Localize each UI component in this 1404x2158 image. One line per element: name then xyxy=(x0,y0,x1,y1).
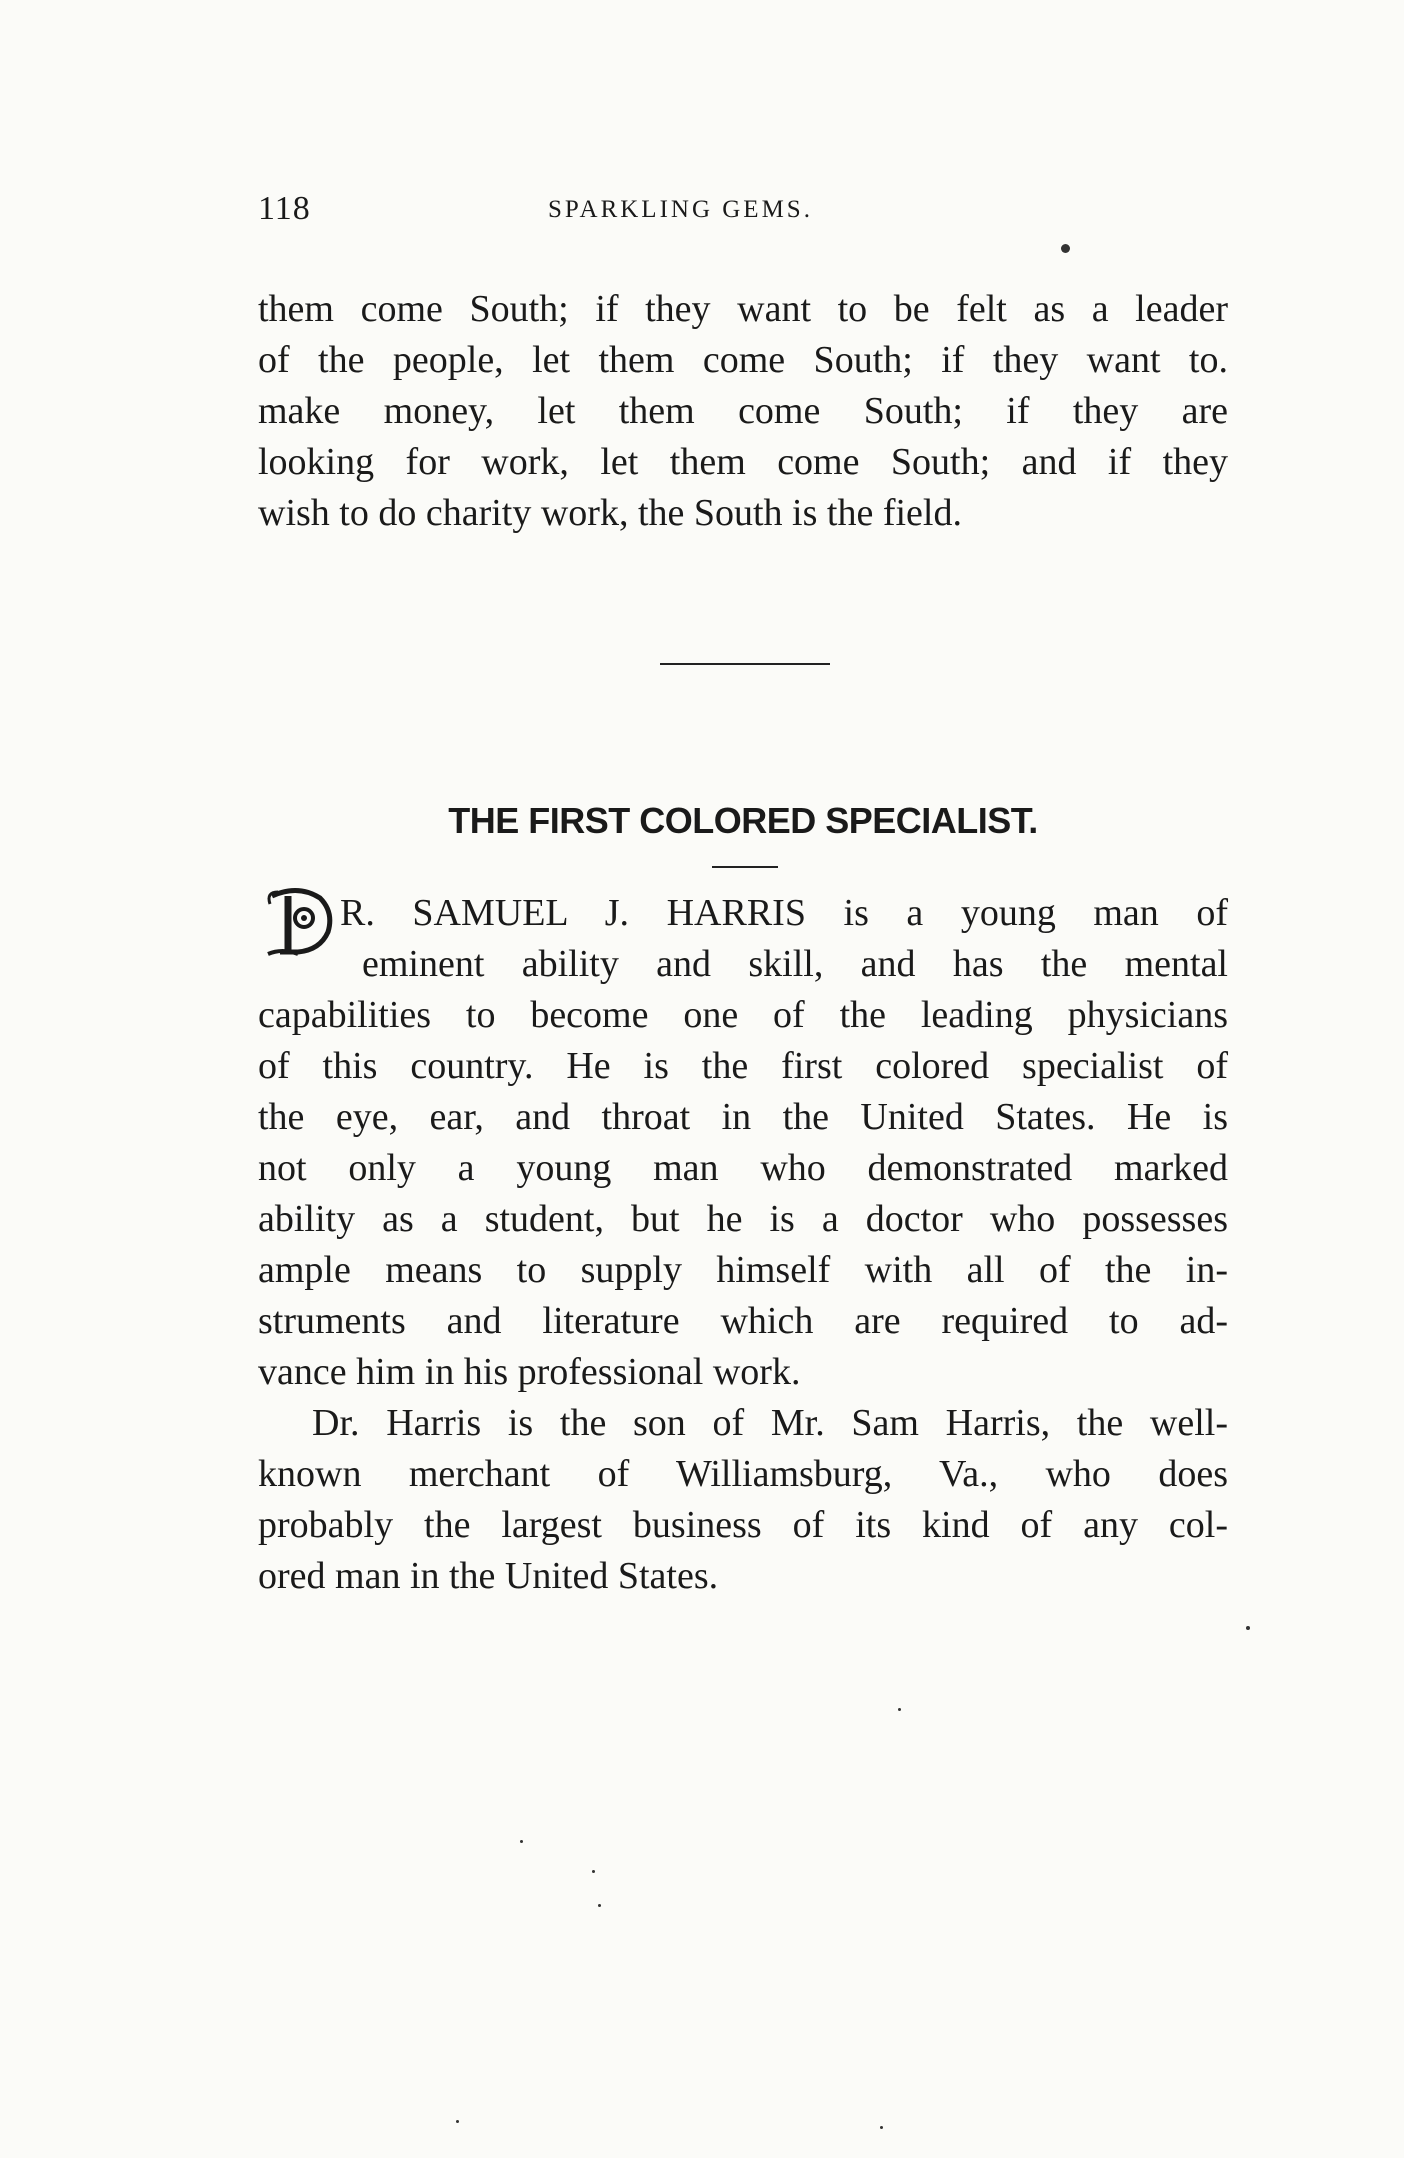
text-line: R. SAMUEL J. HARRIS is a young man of xyxy=(340,892,1228,934)
text-line: the eye, ear, and throat in the United States. He is xyxy=(258,1096,1228,1138)
text-line: vance him in his professional work. xyxy=(258,1351,801,1393)
text-line: struments and literature which are required to ad- xyxy=(258,1300,1228,1342)
text-line: looking for work, let them come South; and if they xyxy=(258,441,1228,483)
section-divider xyxy=(660,663,830,665)
page-header xyxy=(258,190,1228,240)
ink-speck xyxy=(1246,1626,1250,1630)
ink-speck xyxy=(520,1840,523,1843)
text-line: of this country. He is the first colored specialist of xyxy=(258,1045,1228,1087)
text-line: ability as a student, but he is a doctor who possesses xyxy=(258,1198,1228,1240)
text-line: make money, let them come South; if they are xyxy=(258,390,1228,432)
drop-cap-ornament xyxy=(258,882,336,960)
ink-speck xyxy=(880,2126,883,2129)
running-head: SPARKLING GEMS. xyxy=(548,196,813,223)
text-line: ored man in the United States. xyxy=(258,1555,719,1597)
text-line: eminent ability and skill, and has the mental xyxy=(362,943,1228,985)
ink-speck xyxy=(1061,244,1070,253)
ink-speck xyxy=(456,2120,459,2123)
ink-speck xyxy=(598,1904,601,1907)
section-title: THE FIRST COLORED SPECIALIST. xyxy=(448,800,1038,841)
text-line: known merchant of Williamsburg, Va., who does xyxy=(258,1453,1228,1495)
title-underline xyxy=(712,866,778,868)
text-line: wish to do charity work, the South is the field. xyxy=(258,492,962,534)
text-line: probably the largest business of its kind of any col- xyxy=(258,1504,1228,1546)
text-line: not only a young man who demonstrated marked xyxy=(258,1147,1228,1189)
text-line: of the people, let them come South; if they want to. xyxy=(258,339,1228,381)
text-line: ample means to supply himself with all of the in- xyxy=(258,1249,1228,1291)
page-number: 118 xyxy=(258,190,311,227)
ink-speck xyxy=(592,1870,595,1873)
ink-speck xyxy=(898,1708,901,1711)
text-line: capabilities to become one of the leading physicians xyxy=(258,994,1228,1036)
text-line: Dr. Harris is the son of Mr. Sam Harris, the well- xyxy=(312,1402,1228,1444)
text-line: them come South; if they want to be felt as a leader xyxy=(258,288,1228,330)
